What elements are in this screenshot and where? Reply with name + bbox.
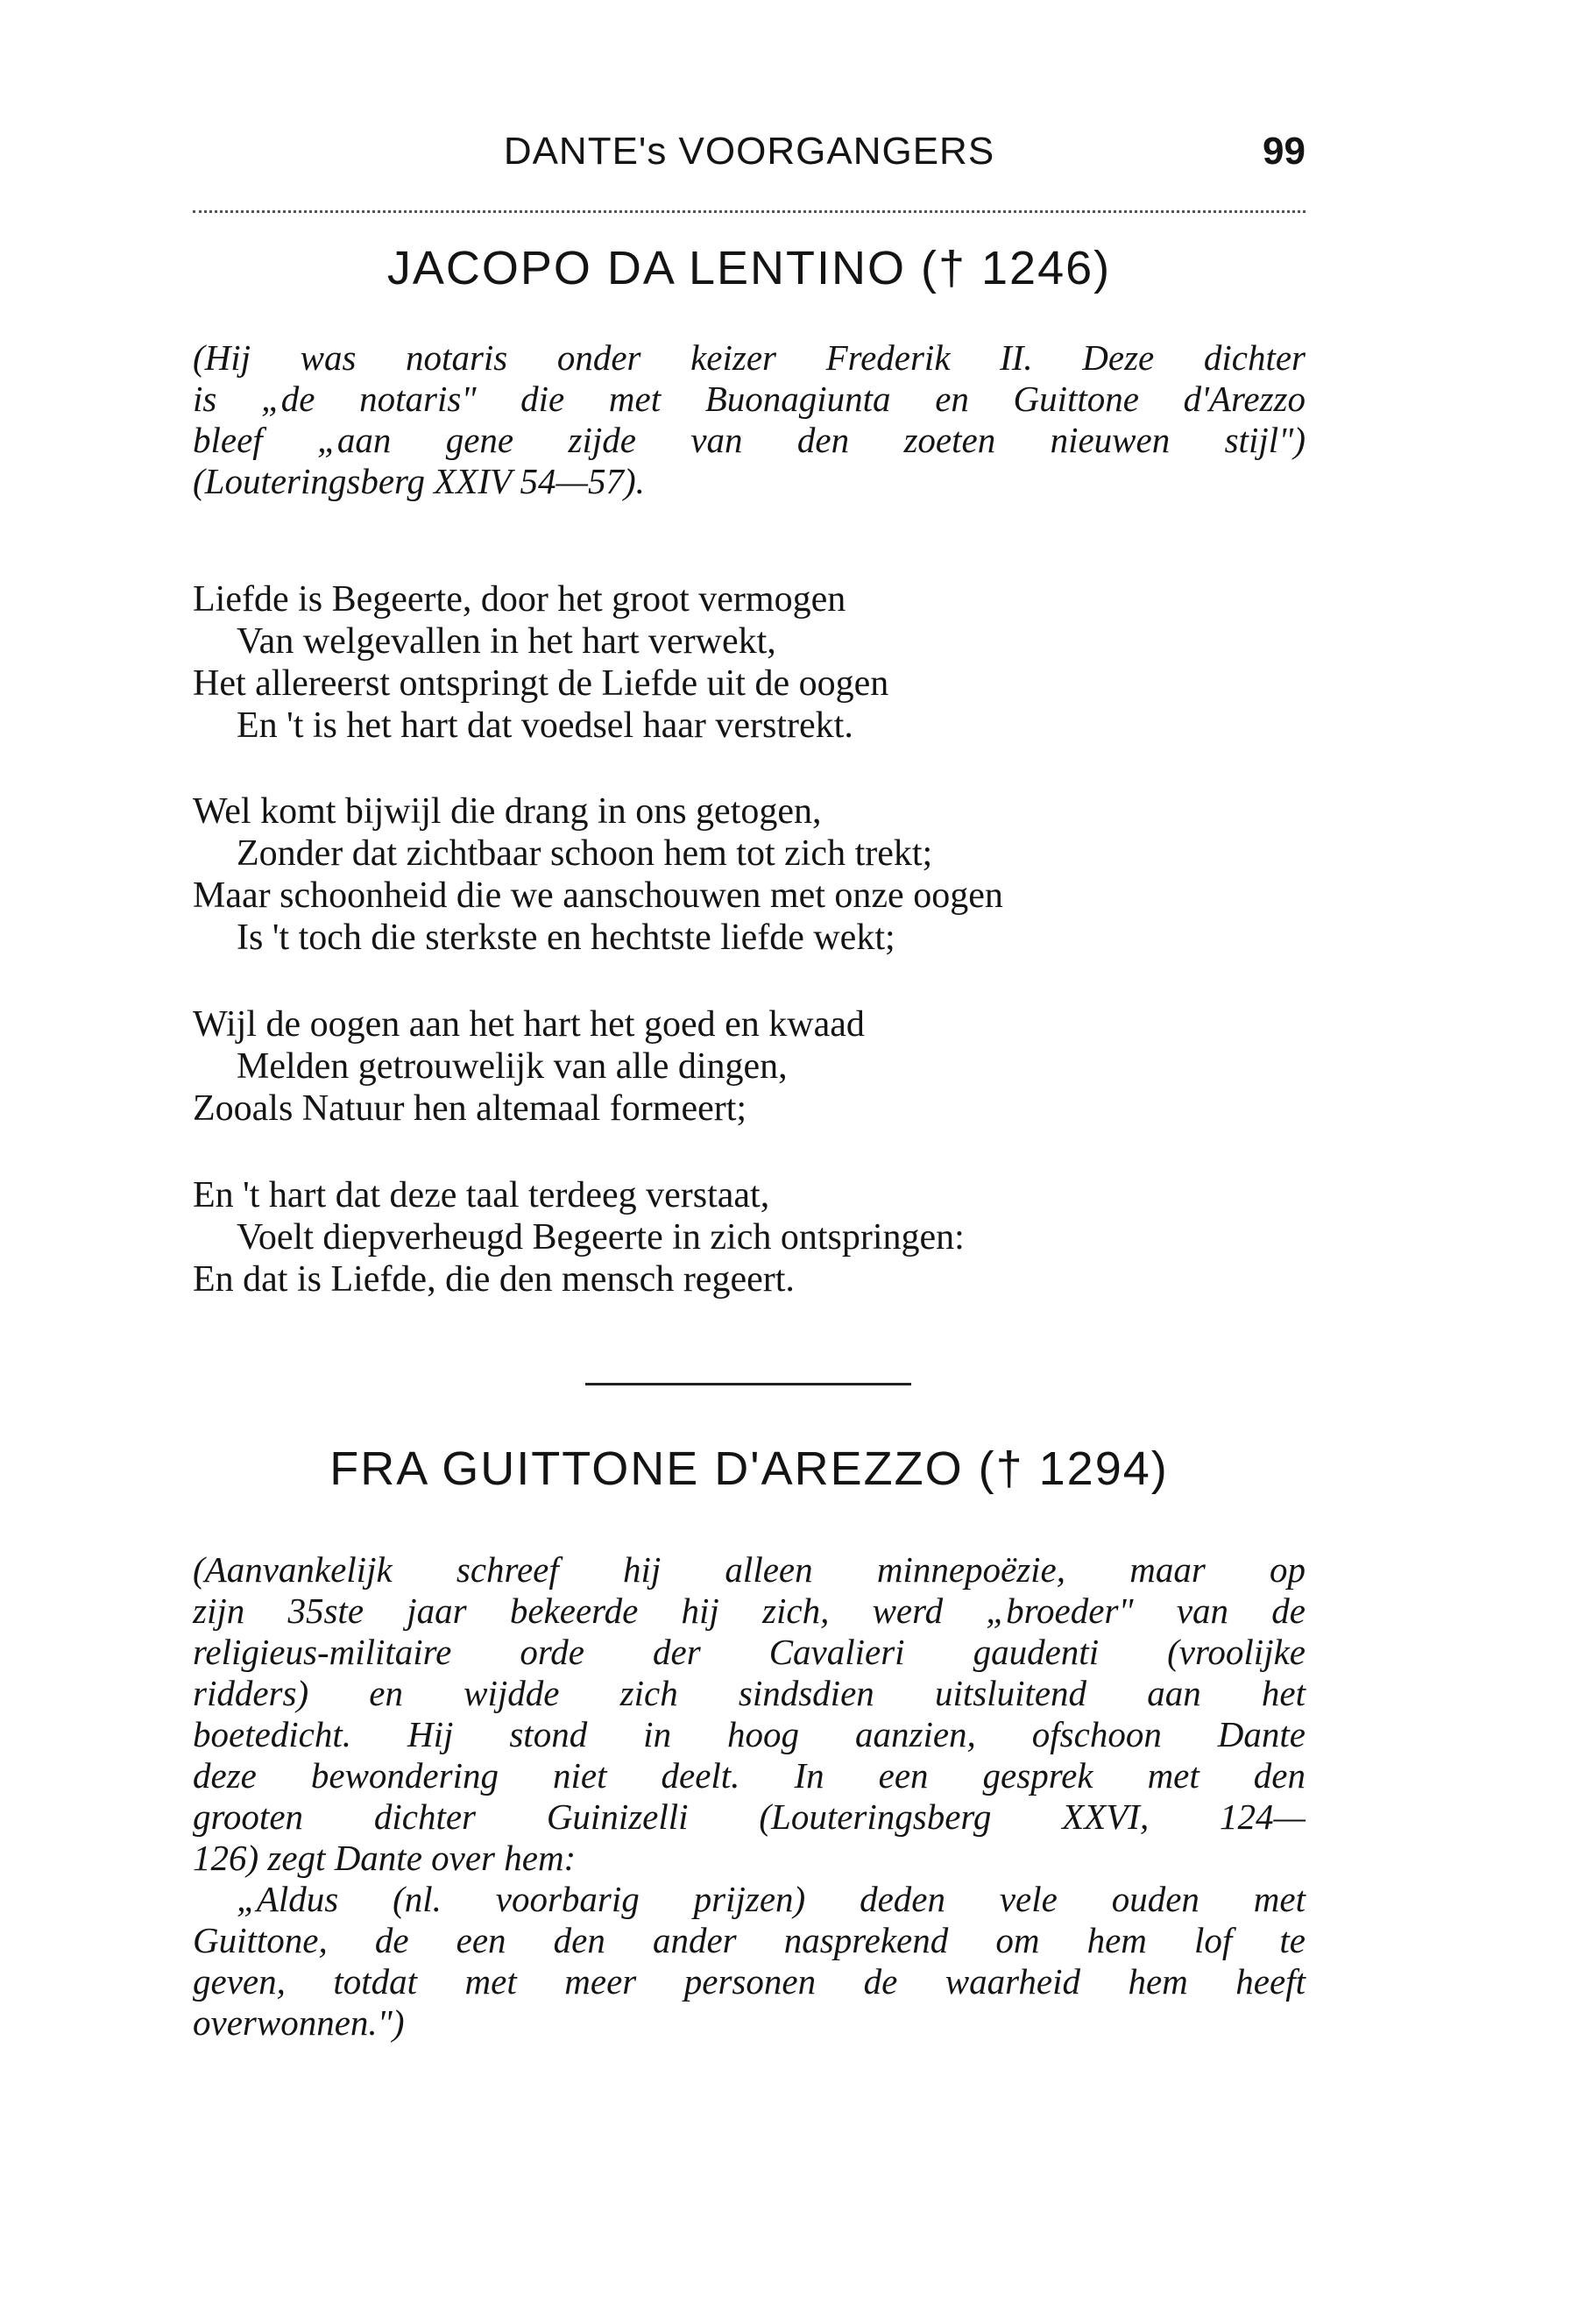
intro-line: „Aldus (nl. voorbarig prijzen) deden vele ouden met [237,1879,1306,1919]
section-title-guittone: FRA GUITTONE D'AREZZO († 1294) [329,1442,1169,1495]
verse-line: Liefde is Begeerte, door het groot vermogen [193,579,846,620]
stanza-1 [193,578,1306,747]
intro-line: 126) zegt Dante over hem: [193,1838,577,1878]
verse-line: Van welgevallen in het hart verwekt, [237,621,776,662]
intro-line: deze bewondering niet deelt. In een gesprek met den [193,1755,1306,1796]
verse-line: Wijl de oogen aan het hart het goed en kwaad [193,1004,865,1045]
verse-line: En 't hart dat deze taal terdeeg verstaat, [193,1175,770,1215]
intro-line: religieus-militaire orde der Cavalieri gaudenti (vroolijke [193,1632,1306,1672]
intro-line: (Aanvankelijk schreef hij alleen minnepoëzie, maar op [193,1549,1306,1590]
verse-line: En 't is het hart dat voedsel haar verstrekt. [237,705,853,746]
intro-line: grooten dichter Guinizelli (Louteringsberg XXVI, 124— [193,1796,1306,1837]
intro-guittone [193,1549,1306,2044]
running-head [193,130,1306,182]
stanza-3 [193,1003,1306,1130]
verse-line: Melden getrouwelijk van alle dingen, [237,1046,788,1087]
section-title-jacopo: JACOPO DA LENTINO († 1246) [386,242,1112,294]
stanza-4 [193,1174,1306,1300]
section-divider [585,1383,911,1385]
intro-line: (Louteringsberg XXIV 54—57). [193,461,645,501]
intro-jacopo [193,337,1306,502]
intro-line: boetedicht. Hij stond in hoog aanzien, ofschoon Dante [193,1714,1306,1754]
intro-line: is „de notaris" die met Buonagiunta en Guittone d'Arezzo [193,379,1306,419]
verse-line: En dat is Liefde, die den mensch regeert. [193,1259,795,1300]
verse-line: Maar schoonheid die we aanschouwen met onze oogen [193,875,1003,916]
verse-line: Het allereerst ontspringt de Liefde uit de oogen [193,663,889,704]
verse-line: Voelt diepverheugd Begeerte in zich ontspringen: [237,1217,965,1258]
intro-line: geven, totdat met meer personen de waarheid hem heeft [193,1961,1306,2002]
intro-line: (Hij was notaris onder keizer Frederik II. Deze dichter [193,337,1306,378]
intro-line: ridders) en wijdde zich sindsdien uitsluitend aan het [193,1673,1306,1713]
header-dotted-rule [193,210,1306,213]
stanza-2 [193,790,1306,959]
running-head-title: DANTE's VOORGANGERS [503,130,995,173]
intro-line: bleef „aan gene zijde van den zoeten nieuwen stijl") [193,420,1306,460]
intro-line: zijn 35ste jaar bekeerde hij zich, werd „broeder" van de [193,1591,1306,1631]
verse-line: Zooals Natuur hen altemaal formeert; [193,1088,747,1129]
intro-line: overwonnen.") [193,2002,405,2043]
intro-line: Guittone, de een den ander nasprekend om hem lof te [193,1920,1306,1960]
verse-line: Is 't toch die sterkste en hechtste liefde wekt; [237,918,895,958]
verse-line: Zonder dat zichtbaar schoon hem tot zich trekt; [237,833,933,874]
page-number: 99 [1263,130,1306,173]
verse-line: Wel komt bijwijl die drang in ons getogen, [193,791,822,832]
